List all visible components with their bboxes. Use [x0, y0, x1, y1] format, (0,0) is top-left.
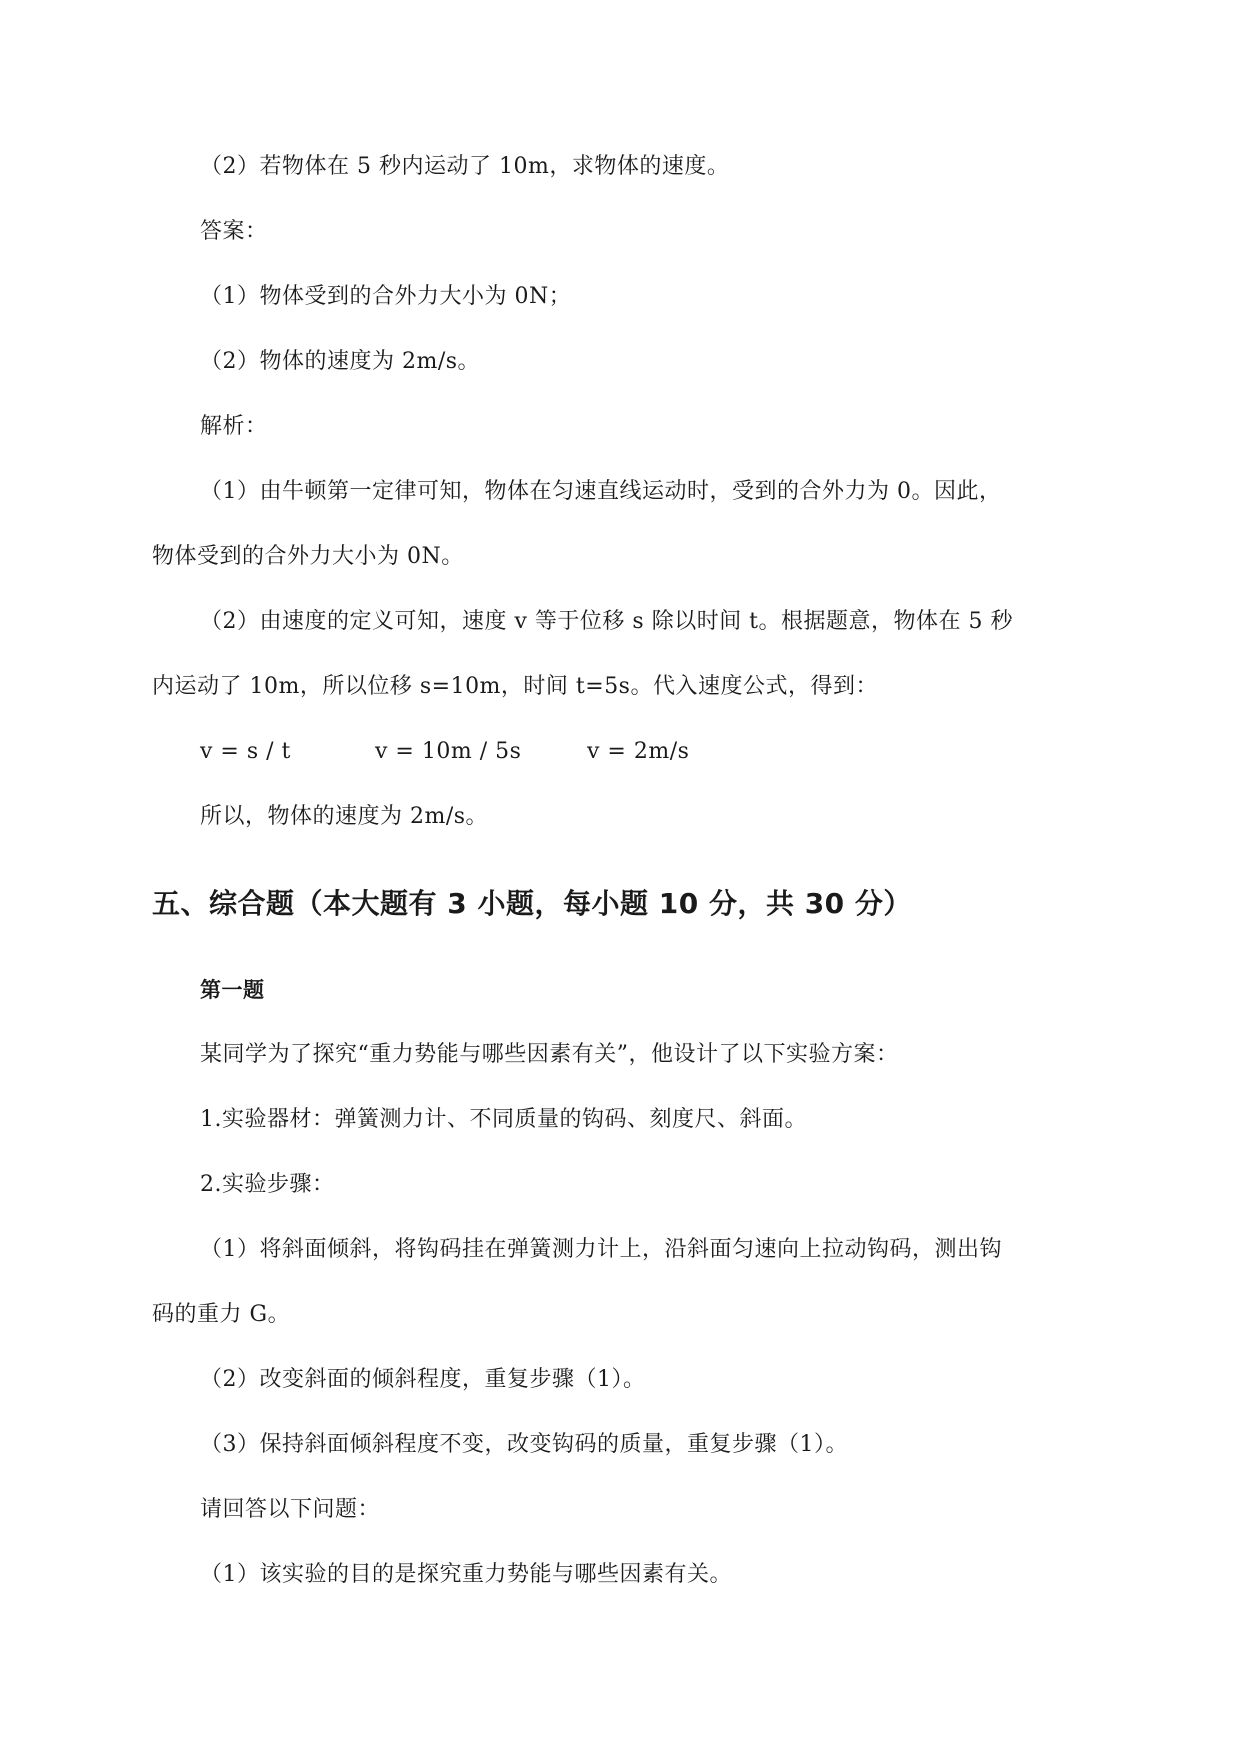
- analysis-1-line-1: （1）由牛顿第一定律可知，物体在匀速直线运动时，受到的合外力为 0。因此，: [200, 479, 1002, 504]
- analysis-conclusion: 所以，物体的速度为 2m/s。: [200, 804, 489, 829]
- formula-step-2: v = 10m / 5s: [375, 739, 522, 764]
- step-1-line-1: （1）将斜面倾斜，将钩码挂在弹簧测力计上，沿斜面匀速向上拉动钩码，测出钩: [200, 1237, 1002, 1262]
- analysis-label: 解析：: [200, 414, 268, 439]
- analysis-1-line-2: 物体受到的合外力大小为 0N。: [152, 544, 464, 569]
- step-3: （3）保持斜面倾斜程度不变，改变钩码的质量，重复步骤（1）。: [200, 1432, 848, 1457]
- formula-step-3: v = 2m/s: [587, 739, 690, 764]
- question-intro: 某同学为了探究“重力势能与哪些因素有关”，他设计了以下实验方案：: [200, 1042, 899, 1067]
- sub-question-1: （1）该实验的目的是探究重力势能与哪些因素有关。: [200, 1562, 732, 1587]
- question-2-text: （2）若物体在 5 秒内运动了 10m，求物体的速度。: [200, 154, 730, 179]
- step-2: （2）改变斜面的倾斜程度，重复步骤（1）。: [200, 1367, 646, 1392]
- step-1-line-2: 码的重力 G。: [152, 1302, 291, 1327]
- steps-label: 2.实验步骤：: [200, 1172, 335, 1197]
- answer-1: （1）物体受到的合外力大小为 0N；: [200, 284, 572, 309]
- materials-text: 1.实验器材：弹簧测力计、不同质量的钩码、刻度尺、斜面。: [200, 1107, 807, 1132]
- answer-label: 答案：: [200, 219, 268, 244]
- formula-step-1: v = s / t: [200, 739, 291, 764]
- answer-2: （2）物体的速度为 2m/s。: [200, 349, 481, 374]
- analysis-2-line-2: 内运动了 10m，所以位移 s=10m，时间 t=5s。代入速度公式，得到：: [152, 674, 878, 699]
- question-title: 第一题: [200, 978, 265, 1002]
- section-heading: 五、综合题（本大题有 3 小题，每小题 10 分，共 30 分）: [152, 887, 912, 920]
- analysis-2-line-1: （2）由速度的定义可知，速度 v 等于位移 s 除以时间 t。根据题意，物体在 5 秒: [200, 609, 1014, 634]
- questions-label: 请回答以下问题：: [200, 1497, 381, 1522]
- velocity-formula-row: [200, 737, 689, 767]
